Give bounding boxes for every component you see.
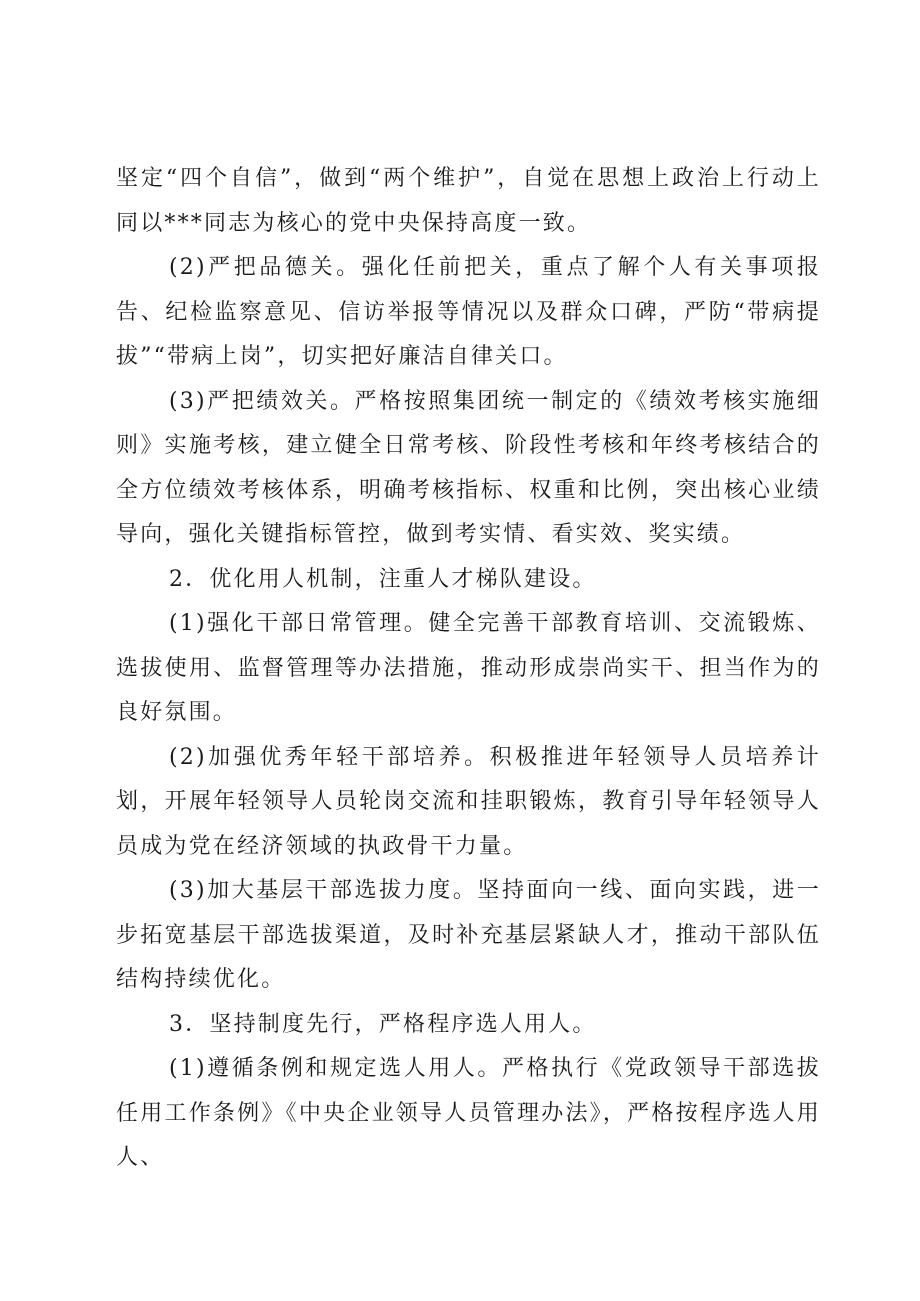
paragraph-continuation: 坚定“四个自信”，做到“两个维护”，自觉在思想上政治上行动上同以***同志为核心的党中央保持高度一致。 bbox=[116, 166, 821, 236]
paragraph-performance-check: (3)严把绩效关。严格按照集团统一制定的《绩效考核实施细则》实施考核，建立健全日常考核、阶段性考核和年终考核结合的全方位绩效考核体系，明确考核指标、权重和比例，突出核心业绩导向，强化关键指标管控，做到考实情、看实效、奖实绩。 bbox=[116, 388, 821, 547]
section-heading-2: 2．优化用人机制，注重人才梯队建设。 bbox=[169, 566, 597, 592]
paragraph-daily-management: (1)强化干部日常管理。健全完善干部教育培训、交流锻炼、选拔使用、监督管理等办法措施，推动形成崇尚实干、担当作为的良好氛围。 bbox=[116, 611, 821, 725]
section-heading-3: 3．坚持制度先行，严格程序选人用人。 bbox=[169, 1011, 597, 1037]
document-body bbox=[116, 157, 821, 1181]
paragraph-grassroots-selection: (3)加大基层干部选拔力度。坚持面向一线、面向实践，进一步拓宽基层干部选拔渠道，及时补充基层紧缺人才，推动干部队伍结构持续优化。 bbox=[116, 878, 821, 992]
paragraph-young-cadres: (2)加强优秀年轻干部培养。积极推进年轻领导人员培养计划，开展年轻领导人员轮岗交流和挂职锻炼，教育引导年轻领导人员成为党在经济领域的执政骨干力量。 bbox=[116, 744, 821, 859]
paragraph-regulations: (1)遵循条例和规定选人用人。严格执行《党政领导干部选拔任用工作条例》《中央企业领导人员管理办法》，严格按程序选人用人、 bbox=[116, 1056, 821, 1170]
paragraph-moral-check: (2)严把品德关。强化任前把关，重点了解个人有关事项报告、纪检监察意见、信访举报等情况以及群众口碑，严防“带病提拔”“带病上岗”，切实把好廉洁自律关口。 bbox=[116, 255, 821, 369]
